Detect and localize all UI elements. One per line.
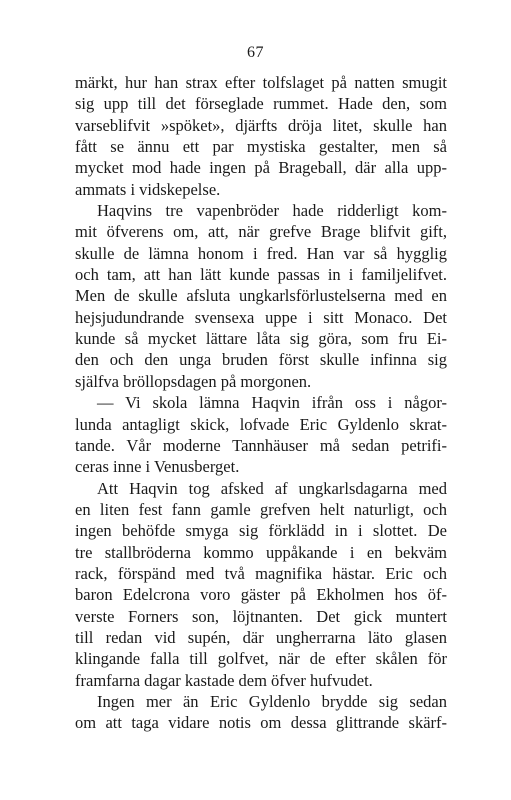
text-line: tre stallbröderna kommo uppåkande i en bekväm <box>75 542 447 562</box>
text-line: varseblifvit »spöket», djärfts dröja litet, skulle han <box>75 115 447 135</box>
text-line: ingen behöfde smyga sig förklädd in i slottet. De <box>75 521 447 541</box>
text-line: rack, förspänd med två magnifika hästar. Eric och <box>75 563 447 583</box>
text-line: kunde så mycket lättare låta sig göra, som fru Ei- <box>75 329 447 349</box>
text-line: tande. Vår moderne Tannhäuser må sedan petrifi- <box>75 435 447 455</box>
text-line: Ingen mer än Eric Gyldenlo brydde sig sedan <box>97 691 447 711</box>
text-line: — Vi skola lämna Haqvin ifrån oss i någor- <box>97 393 447 413</box>
text-line: om att taga vidare notis om dessa glittrande skärf- <box>75 713 447 733</box>
text-line: hejsjudundrande svensexa uppe i sitt Monaco. Det <box>75 307 447 327</box>
text-line: ammats i vidskepelse. <box>75 179 221 199</box>
text-line: Men de skulle afsluta ungkarlsförlustelserna med en <box>75 286 447 306</box>
text-line: mit öfverens om, att, när grefve Brage blifvit gift, <box>75 222 447 242</box>
text-line: den och den unga bruden först skulle infinna sig <box>75 350 447 370</box>
text-line: Haqvins tre vapenbröder hade ridderligt kom- <box>97 201 447 221</box>
body-text <box>75 72 447 734</box>
text-line: själfva bröllopsdagen på morgonen. <box>75 371 312 391</box>
text-line: verste Forners son, löjtnanten. Det gick muntert <box>75 606 447 626</box>
text-line: Att Haqvin tog afsked af ungkarlsdagarna med <box>97 478 447 498</box>
text-line: ceras inne i Venusberget. <box>75 457 240 477</box>
text-line: och tam, att han lätt kunde passas in i familjelifvet. <box>75 265 447 285</box>
text-line: baron Edelcrona voro gäster på Ekholmen hos öf- <box>75 585 447 605</box>
text-line: märkt, hur han strax efter tolfslaget på natten smugit <box>75 73 447 92</box>
text-line: lunda antagligt skick, lofvade Eric Gyldenlo skrat- <box>75 414 447 434</box>
text-line: en liten fest fann gamle grefven helt naturligt, och <box>75 499 447 519</box>
text-line: skulle de lämna honom i fred. Han var så hygglig <box>75 243 447 263</box>
text-line: mycket mod hade ingen på Brageball, där alla upp- <box>75 158 447 178</box>
text-line: sig upp till det förseglade rummet. Hade den, som <box>75 94 447 114</box>
text-line: framfarna dagar kastade dem öfver hufvudet. <box>75 670 373 690</box>
text-line: klingande falla till golfvet, när de efter skålen för <box>75 649 447 669</box>
text-line: till redan vid supén, där ungherrarna läto glasen <box>75 627 447 647</box>
text-line: fått se ännu ett par mystiska gestalter, men så <box>75 137 447 157</box>
page-number: 67 <box>247 44 264 61</box>
